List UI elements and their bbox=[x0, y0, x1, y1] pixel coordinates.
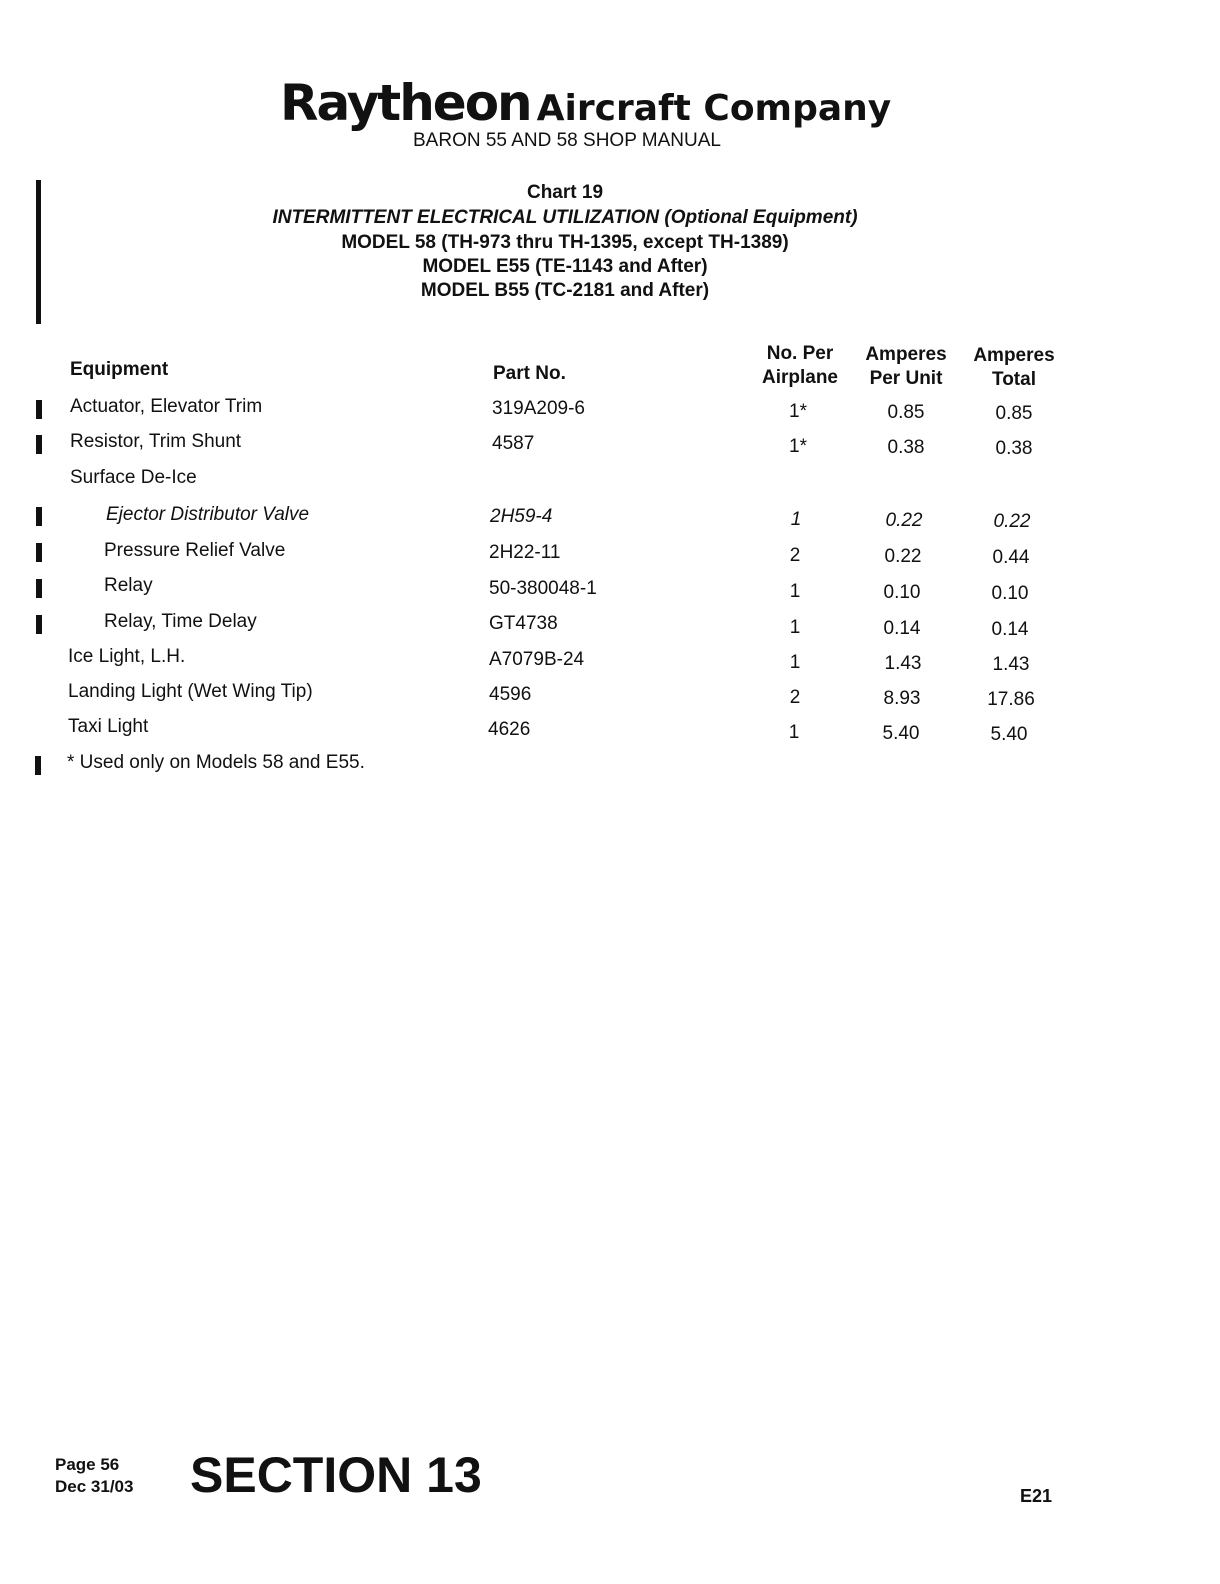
amp-total-cell: 0.38 bbox=[995, 438, 1033, 459]
amp-total-cell: 0.44 bbox=[992, 547, 1030, 568]
chart-title: INTERMITTENT ELECTRICAL UTILIZATION (Optional Equipment) bbox=[272, 207, 858, 228]
part-no-cell: A7079B-24 bbox=[489, 649, 585, 670]
equipment-cell: Pressure Relief Valve bbox=[104, 540, 286, 561]
manual-title: BARON 55 AND 58 SHOP MANUAL bbox=[413, 130, 721, 151]
header-amp-total-line1: Amperes bbox=[973, 345, 1055, 366]
qty-cell: 1 bbox=[789, 617, 801, 638]
equipment-cell: Ejector Distributor Valve bbox=[106, 504, 310, 525]
page-code: E21 bbox=[1020, 1486, 1053, 1506]
equipment-cell: Landing Light (Wet Wing Tip) bbox=[68, 681, 313, 702]
change-bar bbox=[36, 579, 42, 598]
part-no-cell: GT4738 bbox=[489, 613, 558, 634]
page-info bbox=[55, 1454, 133, 1498]
amp-total-cell: 0.10 bbox=[991, 583, 1029, 604]
qty-cell: 1* bbox=[789, 401, 807, 422]
amp-total-cell: 0.22 bbox=[993, 511, 1031, 532]
header-amp-total-line2: Total bbox=[992, 369, 1036, 390]
header-no-per-line1: No. Per bbox=[766, 343, 834, 364]
qty-cell: 2 bbox=[789, 545, 801, 566]
header-equipment: Equipment bbox=[70, 359, 169, 380]
amp-unit-cell: 0.22 bbox=[885, 510, 923, 531]
amp-total-cell: 5.40 bbox=[990, 724, 1028, 745]
qty-cell: 1* bbox=[789, 436, 807, 457]
part-no-cell: 4587 bbox=[492, 433, 535, 454]
header-part-no: Part No. bbox=[493, 363, 566, 384]
amp-unit-cell: 0.38 bbox=[887, 437, 925, 458]
equipment-cell: Relay, Time Delay bbox=[104, 611, 257, 632]
amp-total-cell: 17.86 bbox=[987, 689, 1035, 710]
qty-cell: 1 bbox=[789, 652, 801, 673]
qty-cell: 1 bbox=[790, 509, 802, 530]
header-amp-unit-line2: Per Unit bbox=[869, 368, 943, 389]
part-no-cell: 4626 bbox=[488, 719, 531, 740]
equipment-cell: Relay bbox=[104, 575, 153, 596]
section-title: SECTION 13 bbox=[190, 1447, 482, 1503]
page-date: Dec 31/03 bbox=[55, 1477, 134, 1496]
amp-unit-cell: 5.40 bbox=[882, 723, 920, 744]
equipment-cell: Actuator, Elevator Trim bbox=[70, 396, 263, 417]
footnote: * Used only on Models 58 and E55. bbox=[67, 752, 365, 773]
brand-subtitle: Aircraft Company bbox=[536, 88, 892, 129]
header-amp-unit-line1: Amperes bbox=[865, 344, 947, 365]
change-bar bbox=[36, 435, 42, 454]
amp-unit-cell: 1.43 bbox=[884, 653, 922, 674]
qty-cell: 1 bbox=[789, 581, 801, 602]
chart-model-2: MODEL E55 (TE-1143 and After) bbox=[422, 256, 708, 277]
header-amperes-total bbox=[964, 344, 1064, 392]
part-no-cell: 4596 bbox=[489, 684, 532, 705]
amp-unit-cell: 0.85 bbox=[887, 402, 925, 423]
amp-unit-cell: 0.22 bbox=[884, 546, 922, 567]
change-bar bbox=[36, 400, 42, 419]
equipment-cell: Ice Light, L.H. bbox=[68, 646, 186, 667]
chart-model-1: MODEL 58 (TH-973 thru TH-1395, except TH-1389) bbox=[341, 232, 789, 253]
part-no-cell: 319A209-6 bbox=[492, 398, 585, 419]
equipment-cell: Resistor, Trim Shunt bbox=[70, 431, 242, 452]
header-no-per-airplane bbox=[752, 342, 848, 390]
amp-total-cell: 1.43 bbox=[992, 654, 1030, 675]
company-logo bbox=[280, 74, 891, 132]
brand-name: Raytheon bbox=[280, 74, 531, 132]
amp-total-cell: 0.85 bbox=[995, 403, 1033, 424]
amp-unit-cell: 0.10 bbox=[883, 582, 921, 603]
change-bar bbox=[36, 507, 42, 526]
header-no-per-line2: Airplane bbox=[761, 367, 839, 388]
change-bar bbox=[36, 615, 42, 634]
qty-cell: 1 bbox=[788, 722, 800, 743]
part-no-cell: 2H22-11 bbox=[489, 542, 561, 563]
amp-total-cell: 0.14 bbox=[991, 619, 1029, 640]
chart-number: Chart 19 bbox=[526, 182, 604, 203]
change-bar bbox=[36, 543, 42, 562]
header-amperes-per-unit bbox=[856, 343, 956, 391]
amp-unit-cell: 0.14 bbox=[883, 618, 921, 639]
page-number: Page 56 bbox=[55, 1455, 120, 1474]
change-bar bbox=[35, 756, 41, 775]
part-no-cell: 50-380048-1 bbox=[489, 578, 597, 599]
amp-unit-cell: 8.93 bbox=[883, 688, 921, 709]
chart-model-3: MODEL B55 (TC-2181 and After) bbox=[420, 280, 710, 301]
equipment-cell: Taxi Light bbox=[68, 716, 149, 737]
qty-cell: 2 bbox=[789, 687, 801, 708]
part-no-cell: 2H59-4 bbox=[490, 506, 553, 527]
equipment-group-heading: Surface De-Ice bbox=[70, 467, 197, 488]
